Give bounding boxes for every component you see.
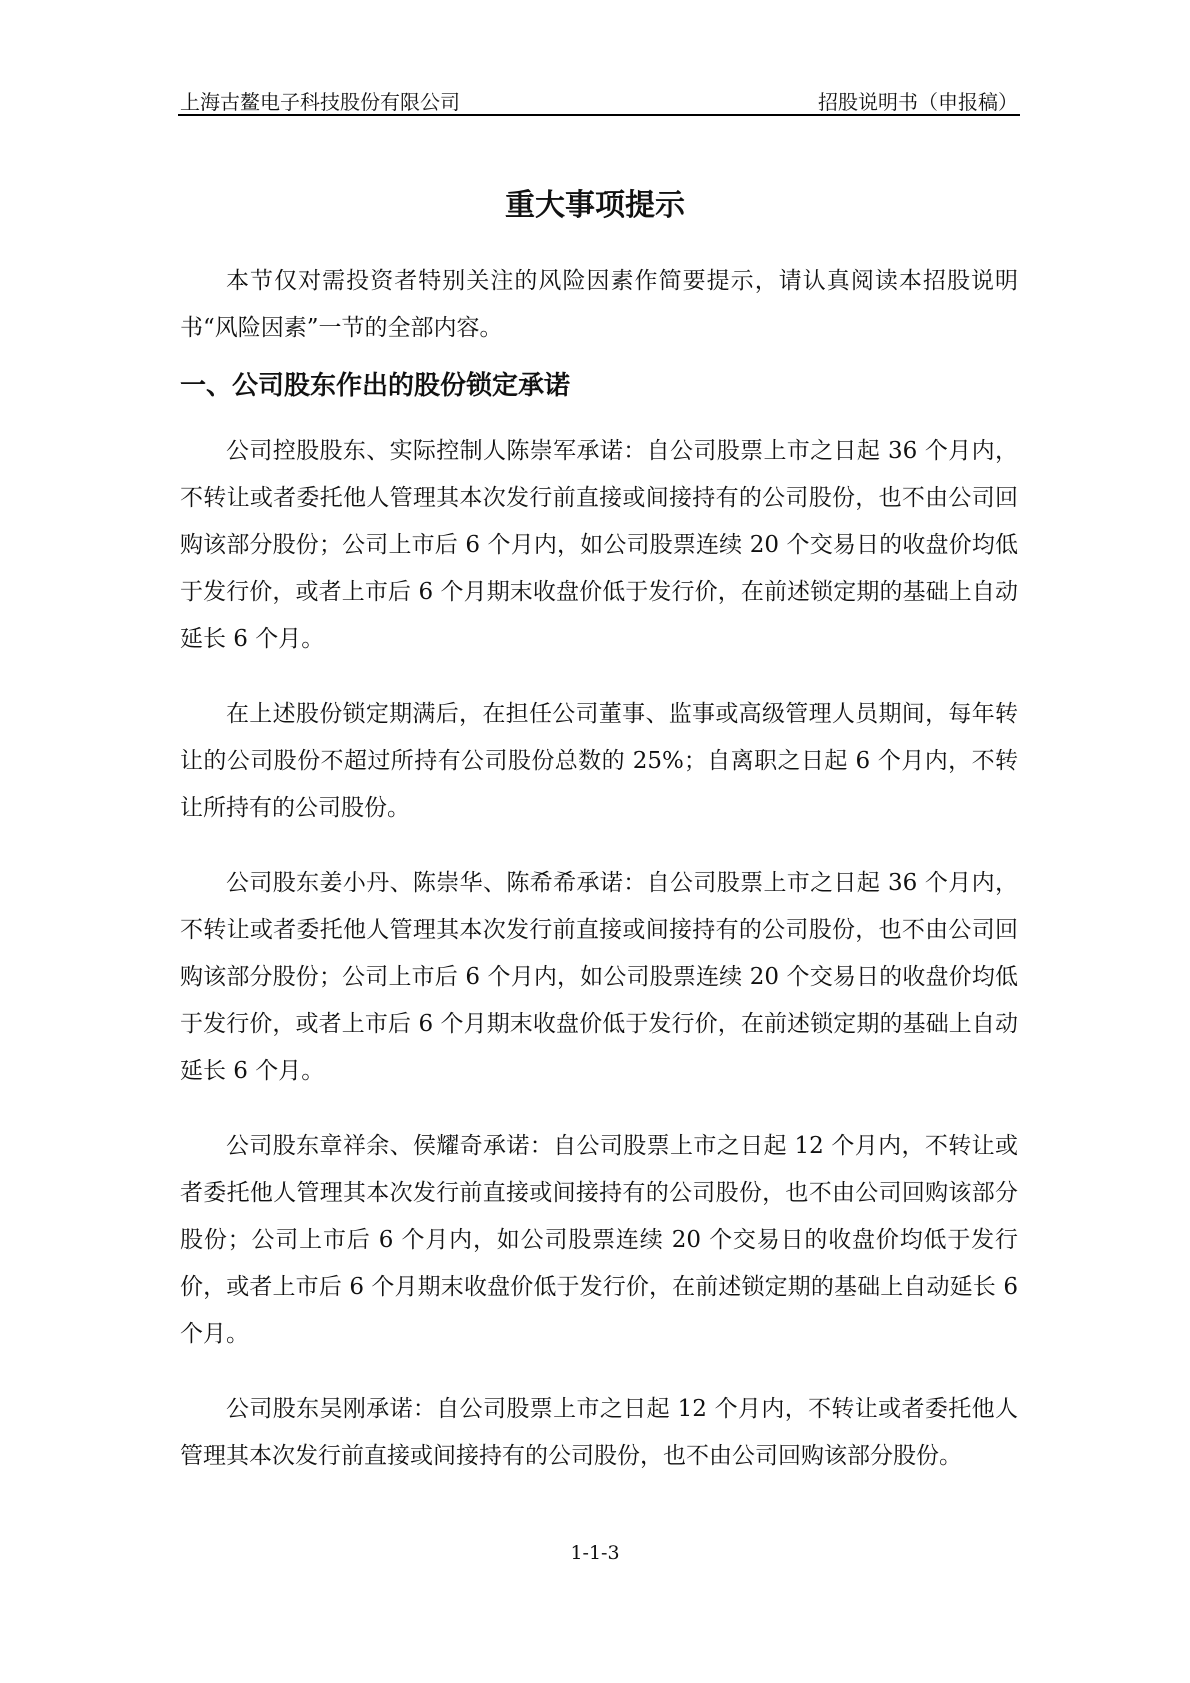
paragraph: 公司股东吴刚承诺：自公司股票上市之日起 12 个月内，不转让或者委托他人管理其本次发行前直接或间接持有的公司股份，也不由公司回购该部分股份。 bbox=[180, 1396, 1018, 1469]
paragraph: 公司股东姜小丹、陈崇华、陈希希承诺：自公司股票上市之日起 36 个月内，不转让或者委托他人管理其本次发行前直接或间接持有的公司股份，也不由公司回购该部分股份；公司上市后 6 个月内，如公司股票连续 20 个交易日的收盘价均低于发行价，或者上市后 6 个月期末收盘价低于发行价，在前述锁定期的基础上自动延长 6 个月。 bbox=[180, 870, 1018, 1084]
page-title: 重大事项提示 bbox=[505, 188, 685, 223]
page-header bbox=[178, 84, 1020, 116]
header-document-type: 招股说明书（申报稿） bbox=[818, 90, 1018, 114]
section-heading: 一、公司股东作出的股份锁定承诺 bbox=[180, 371, 571, 401]
document-body bbox=[180, 258, 1018, 1508]
intro-paragraph: 本节仅对需投资者特别关注的风险因素作简要提示，请认真阅读本招股说明书“风险因素”一节的全部内容。 bbox=[180, 268, 1018, 341]
paragraph: 在上述股份锁定期满后，在担任公司董事、监事或高级管理人员期间，每年转让的公司股份不超过所持有公司股份总数的 25%；自离职之日起 6 个月内，不转让所持有的公司股份。 bbox=[180, 701, 1018, 821]
paragraph: 公司股东章祥余、侯耀奇承诺：自公司股票上市之日起 12 个月内，不转让或者委托他人管理其本次发行前直接或间接持有的公司股份，也不由公司回购该部分股份；公司上市后 6 个月内，如公司股票连续 20 个交易日的收盘价均低于发行价，或者上市后 6 个月期末收盘价低于发行价，在前述锁定期的基础上自动延长 6 个月。 bbox=[180, 1133, 1018, 1347]
paragraph: 公司控股股东、实际控制人陈崇军承诺：自公司股票上市之日起 36 个月内，不转让或者委托他人管理其本次发行前直接或间接持有的公司股份，也不由公司回购该部分股份；公司上市后 6 个月内，如公司股票连续 20 个交易日的收盘价均低于发行价，或者上市后 6 个月期末收盘价低于发行价，在前述锁定期的基础上自动延长 6 个月。 bbox=[180, 438, 1018, 652]
page-number: 1-1-3 bbox=[570, 1542, 620, 1564]
header-company-name: 上海古鳌电子科技股份有限公司 bbox=[180, 90, 460, 114]
